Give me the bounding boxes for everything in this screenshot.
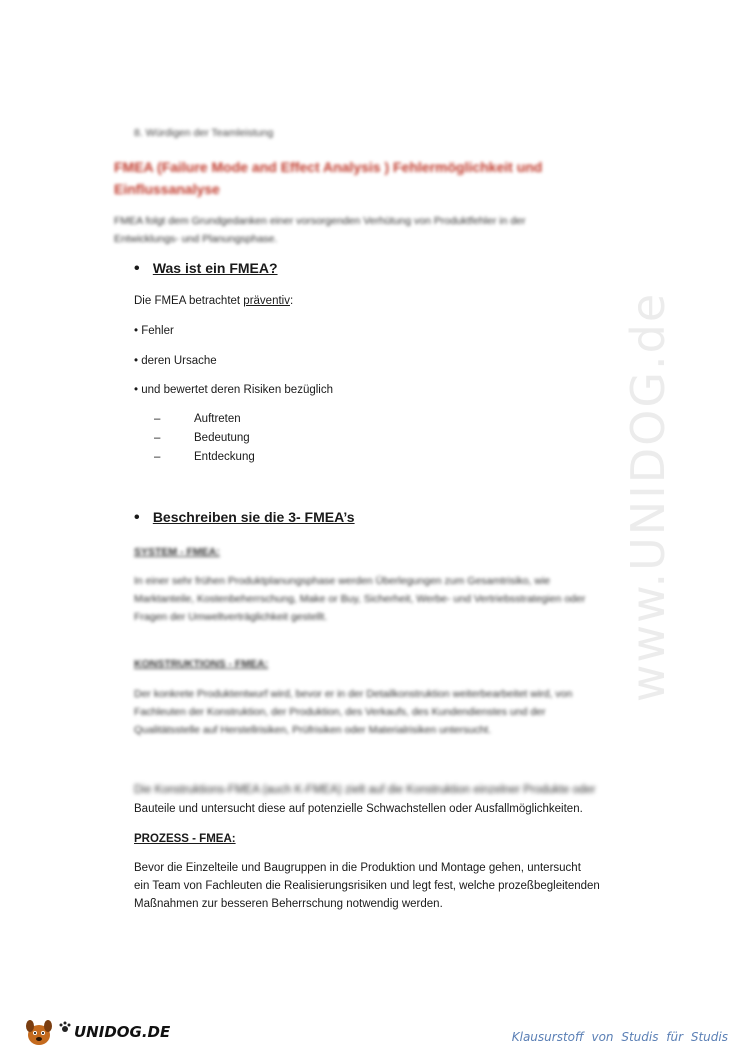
konstruktion-fmea-text2: Bauteile und untersucht diese auf potenzielle Schwachstellen oder Ausfallmöglichkeiten. [134, 803, 583, 815]
prozess-line-1: Bevor die Einzelteile und Baugruppen in die Produktion und Montage gehen, untersucht [134, 862, 581, 874]
bullet-fehler: • Fehler [134, 325, 174, 337]
logo-text: UNIDOG.DE [74, 1023, 171, 1041]
paw-icon [58, 1020, 72, 1034]
bullet-icon: • [134, 509, 140, 526]
prozess-line-2: ein Team von Fachleuten die Realisierungsrisiken und legt fest, welche prozeßbegleitenden [134, 880, 600, 892]
subitem-bedeutung: – Bedeutung [154, 432, 250, 444]
konstruktion-fmea-text2-blurred: Die Konstruktions-FMEA (auch K-FMEA) zielt auf die Konstruktion einzelner Produkte oder [134, 784, 596, 796]
prozess-fmea-heading: PROZESS - FMEA: [134, 833, 236, 845]
watermark: www.UNIDOG.de [621, 291, 675, 703]
section1-heading: Was ist ein FMEA? [152, 260, 278, 276]
system-fmea-heading: SYSTEM - FMEA: [134, 546, 220, 558]
bullet-ursache: • deren Ursache [134, 355, 217, 367]
fmea-intro: FMEA folgt dem Grundgedanken einer vorsorgenden Verhütung von Produktfehler in der Entwicklungs- und Planungsphase. [114, 215, 526, 245]
section-three-fmeas [134, 509, 355, 527]
dog-icon [22, 1015, 56, 1049]
prozess-line-3: Maßnahmen zur besseren Beherrschung notwendig werden. [134, 898, 443, 910]
section2-heading: Beschreiben sie die 3- FMEA’s [152, 509, 355, 525]
section-what-is-fmea [134, 260, 278, 278]
unidog-logo [22, 1015, 170, 1049]
bullet-icon: • [134, 260, 140, 277]
item-8: 8. Würdigen der Teamleistung [134, 127, 274, 139]
section1-lead: Die FMEA betrachtet präventiv: [134, 295, 294, 307]
system-fmea-text: In einer sehr frühen Produktplanungsphase werden Überlegungen zum Gesamtrisiko, wie Marktanteile, Kostenbeherrschung, Make or Buy, Sicherheit, Werbe- und Vertriebsstrategien oder Fragen der Umweltverträglichkeit gestellt. [134, 575, 586, 623]
subitem-entdeckung: – Entdeckung [154, 451, 255, 463]
konstruktion-fmea-heading: KONSTRUKTIONS - FMEA: [134, 658, 269, 670]
bullet-risiken: • und bewertet deren Risiken bezüglich [134, 384, 334, 396]
konstruktion-fmea-text: Der konkrete Produktentwurf wird, bevor er in der Detailkonstruktion weiterbearbeitet wird, von Fachleuten der Konstruktion, der Produktion, des Verkaufs, des Kundendienstes und der Qualitätsstelle auf Herstellrisiken, Prüfrisiken oder Materialrisiken untersucht. [134, 688, 573, 736]
footer-tagline: Klausurstoff von Studis für Studis [511, 1030, 728, 1044]
subitem-auftreten: – Auftreten [154, 413, 241, 425]
fmea-title: FMEA (Failure Mode and Effect Analysis ) Fehlermöglichkeit und Einflussanalyse [114, 159, 543, 197]
